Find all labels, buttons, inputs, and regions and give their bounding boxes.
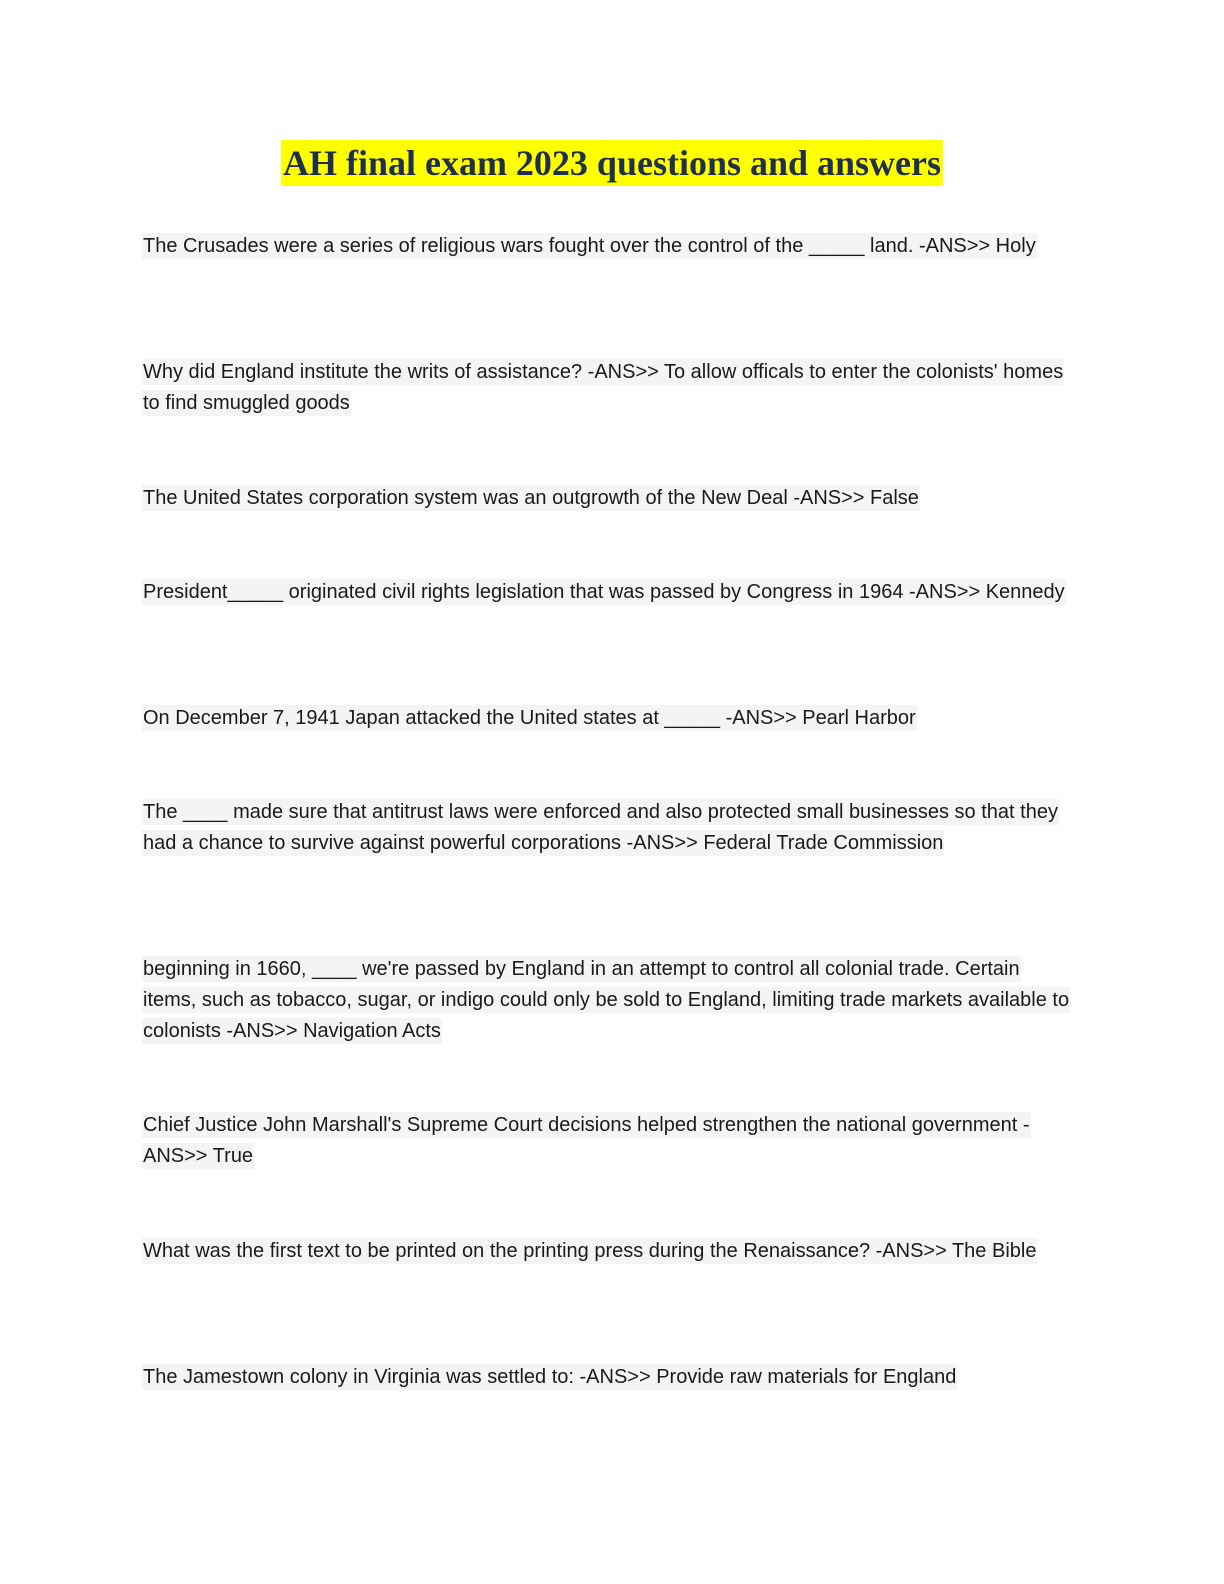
qa-item-8 [142,1110,1077,1172]
qa-item-4 [142,577,1077,608]
qa-text: The Jamestown colony in Virginia was settled to: -ANS>> Provide raw materials for England [143,1366,957,1388]
qa-item-3 [142,483,1077,514]
qa-item-1 [142,231,1077,262]
qa-text: What was the first text to be printed on the printing press during the Renaissance? -ANS>> The Bible [143,1240,1037,1262]
page-title: AH final exam 2023 questions and answers [281,140,943,186]
qa-text: President_____ originated civil rights legislation that was passed by Congress in 1964 -ANS>> Kennedy [143,581,1065,603]
qa-item-2 [142,357,1077,419]
title-container [0,140,1224,186]
qa-text: beginning in 1660, ____ we're passed by England in an attempt to control all colonial trade. Certain items, such as tobacco, sugar, or indigo could only be sold to England, limiting trade markets available to colonists -ANS>> Navigation Acts [143,958,1070,1042]
qa-text: The Crusades were a series of religious wars fought over the control of the _____ land. -ANS>> Holy [143,235,1036,257]
qa-text: On December 7, 1941 Japan attacked the United states at _____ -ANS>> Pearl Harbor [143,707,916,729]
qa-item-5 [142,703,1077,734]
qa-text: Chief Justice John Marshall's Supreme Court decisions helped strengthen the national government -ANS>> True [143,1114,1030,1167]
qa-item-7 [142,954,1077,1047]
qa-text: Why did England institute the writs of assistance? -ANS>> To allow officals to enter the colonists' homes to find smuggled goods [143,361,1064,414]
qa-item-10 [142,1362,1077,1393]
qa-text: The ____ made sure that antitrust laws were enforced and also protected small businesses so that they had a chance to survive against powerful corporations -ANS>> Federal Trade Commission [143,801,1058,854]
qa-item-6 [142,797,1077,859]
qa-item-9 [142,1236,1077,1267]
qa-text: The United States corporation system was an outgrowth of the New Deal -ANS>> False [143,487,919,509]
